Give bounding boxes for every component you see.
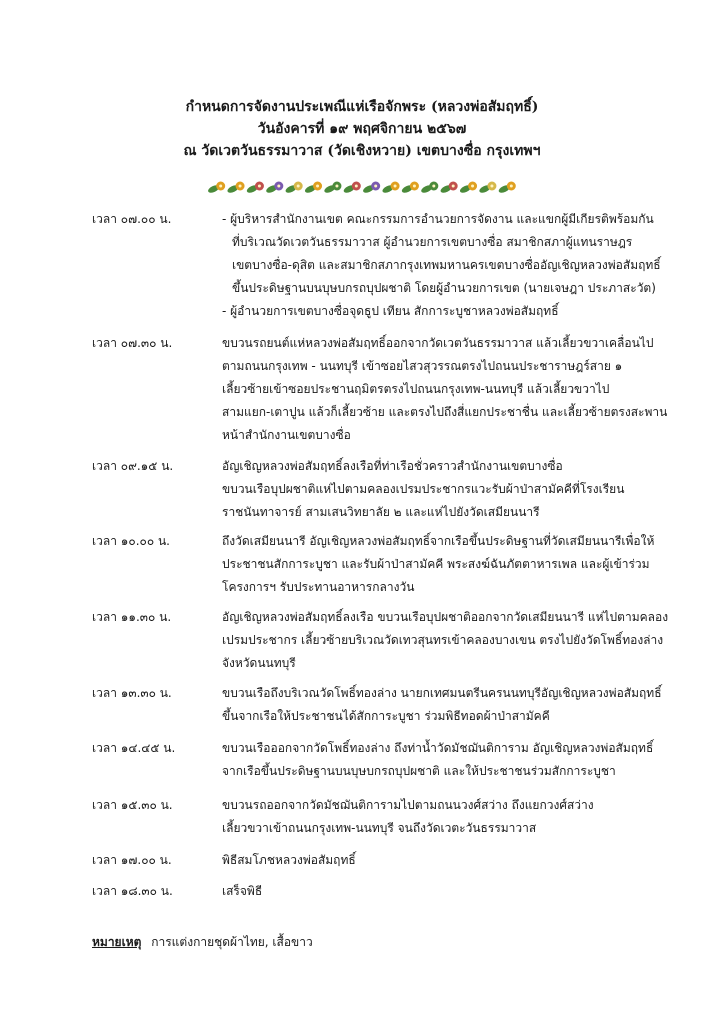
description-line: จากเรือขึ้นประดิษฐานบนบุษบกรถบุปผชาติ และให้ประชาชนร่วมสักการะบูชา — [222, 764, 616, 778]
description-line: ขึ้นประดิษฐานบนบุษบกรถบุปผชาติ โดยผู้อำนวยการเขต (นายเจษฎา ประภาสะวัต) — [232, 281, 656, 295]
schedule-description — [222, 606, 692, 675]
description-line: พิธีสมโภชหลวงพ่อสัมฤทธิ์ — [222, 853, 356, 867]
schedule-description — [222, 208, 692, 323]
schedule-description — [222, 849, 692, 872]
description-line: หน้าสำนักงานเขตบางซื่อ — [222, 428, 351, 442]
schedule-time: เวลา ๐๗.๐๐ น. — [92, 212, 172, 226]
footnote — [92, 932, 313, 952]
description-line: ขึ้นจากเรือให้ประชาชนได้สักการะบูชา ร่วมพิธีทอดผ้าป่าสามัคคี — [222, 709, 550, 723]
footnote-label: หมายเหตุ — [92, 935, 142, 949]
description-line: อัญเชิญหลวงพ่อสัมฤทธิ์ลงเรือ ขบวนเรือบุปผชาติออกจากวัดเสมียนนารี แห่ไปตามคลอง — [222, 610, 669, 624]
schedule-description — [222, 682, 692, 728]
description-line: ประชาชนสักการะบูชา และรับผ้าป่าสามัคคี พระสงฆ์ฉันภัตตาหารเพล และผู้เข้าร่วม — [222, 557, 650, 571]
schedule-time: เวลา ๑๓.๓๐ น. — [92, 686, 172, 700]
description-line: ราชนันทาจารย์ สามเสนวิทยาลัย ๒ และแห่ไปยังวัดเสมียนนารี — [222, 505, 540, 519]
footnote-text: การแต่งกายชุดผ้าไทย, เสื้อขาว — [151, 935, 313, 949]
description-line: ขบวนเรือออกจากวัดโพธิ์ทองล่าง ถึงท่าน้ำวัดมัชฌันติการาม อัญเชิญหลวงพ่อสัมฤทธิ์ — [222, 741, 654, 755]
schedule-description — [222, 737, 692, 783]
description-line: ถึงวัดเสมียนนารี อัญเชิญหลวงพ่อสัมฤทธิ์จากเรือขึ้นประดิษฐานที่วัดเสมียนนารีเพื่อให้ — [222, 534, 655, 548]
document-title: กำหนดการจัดงานประเพณีแห่เรือจักพระ (หลวงพ่อสัมฤทธิ์) — [185, 99, 539, 115]
schedule-time: เวลา ๐๙.๑๕ น. — [92, 459, 174, 473]
schedule-time: เวลา ๑๗.๐๐ น. — [92, 853, 172, 867]
description-line: เลี้ยวขวาเข้าถนนกรุงเทพ-นนทบุรี จนถึงวัดเวตะวันธรรมาวาส — [222, 821, 537, 835]
schedule-description — [222, 880, 692, 903]
schedule-time: เวลา ๐๗.๓๐ น. — [92, 336, 173, 350]
description-line: เปรมประชากร เลี้ยวซ้ายบริเวณวัดเทวสุนทรเข้าคลองบางเขน ตรงไปยังวัดโพธิ์ทองล่าง — [222, 633, 664, 647]
description-line: - ผู้อำนวยการเขตบางซื่อจุดธูป เทียน สักการะบูชาหลวงพ่อสัมฤทธิ์ — [222, 304, 559, 318]
document-venue: ณ วัดเวตวันธรรมาวาส (วัดเชิงหวาย) เขตบางซื่อ กรุงเทพฯ — [183, 143, 541, 159]
schedule-description — [222, 455, 692, 524]
schedule-description — [222, 530, 692, 599]
description-line: ตามถนนกรุงเทพ - นนทบุรี เข้าซอยไสวสุวรรณตรงไปถนนประชาราษฎร์สาย ๑ — [222, 359, 623, 373]
document-date: วันอังคารที่ ๑๙ พฤศจิกายน ๒๕๖๗ — [257, 121, 467, 137]
description-line: โครงการฯ รับประทานอาหารกลางวัน — [222, 580, 415, 594]
description-line: ขบวนเรือถึงบริเวณวัดโพธิ์ทองล่าง นายกเทศมนตรีนครนนทบุรีอัญเชิญหลวงพ่อสัมฤทธิ์ — [222, 686, 662, 700]
schedule-time: เวลา ๑๔.๔๕ น. — [92, 741, 176, 755]
description-line: - ผู้บริหารสำนักงานเขต คณะกรรมการอำนวยการจัดงาน และแขกผู้มีเกียรติพร้อมกัน — [222, 212, 654, 226]
description-line: ขบวนเรือบุปผชาติแห่ไปตามคลองเปรมประชากรแวะรับผ้าป่าสามัคคีที่โรงเรียน — [222, 482, 625, 496]
schedule-time: เวลา ๑๘.๓๐ น. — [92, 884, 173, 898]
document-header — [0, 96, 724, 162]
schedule-description — [222, 332, 692, 447]
description-line: ขบวนรถออกจากวัดมัชฌันติการามไปตามถนนวงศ์สว่าง ถึงแยกวงศ์สว่าง — [222, 798, 594, 812]
description-line: เขตบางซื่อ-ดุสิต และสมาชิกสภากรุงเทพมหานครเขตบางซื่ออัญเชิญหลวงพ่อสัมฤทธิ์ — [232, 258, 661, 272]
schedule-time: เวลา ๑๐.๐๐ น. — [92, 534, 170, 548]
schedule-description — [222, 794, 692, 840]
description-line: อัญเชิญหลวงพ่อสัมฤทธิ์ลงเรือที่ท่าเรือชั่วคราวสำนักงานเขตบางซื่อ — [222, 459, 563, 473]
description-line: ที่บริเวณวัดเวตวันธรรมาวาส ผู้อำนวยการเขตบางซื่อ สมาชิกสภาผู้แทนราษฎร — [232, 235, 633, 249]
floral-divider-icon — [208, 178, 518, 196]
description-line: ขบวนรถยนต์แห่หลวงพ่อสัมฤทธิ์ออกจากวัดเวตวันธรรมาวาส แล้วเลี้ยวขวาเคลื่อนไป — [222, 336, 654, 350]
description-line: เสร็จพิธี — [222, 884, 263, 898]
description-line: สามแยก-เตาปูน แล้วก็เลี้ยวซ้าย และตรงไปถึงสี่แยกประชาชื่น และเลี้ยวซ้ายตรงสะพาน — [222, 405, 668, 419]
description-line: จังหวัดนนทบุรี — [222, 656, 296, 670]
schedule-time: เวลา ๑๕.๓๐ น. — [92, 798, 173, 812]
schedule-time: เวลา ๑๑.๓๐ น. — [92, 610, 172, 624]
description-line: เลี้ยวซ้ายเข้าซอยประชานฤมิตรตรงไปถนนกรุงเทพ-นนทบุรี แล้วเลี้ยวขวาไป — [222, 382, 610, 396]
